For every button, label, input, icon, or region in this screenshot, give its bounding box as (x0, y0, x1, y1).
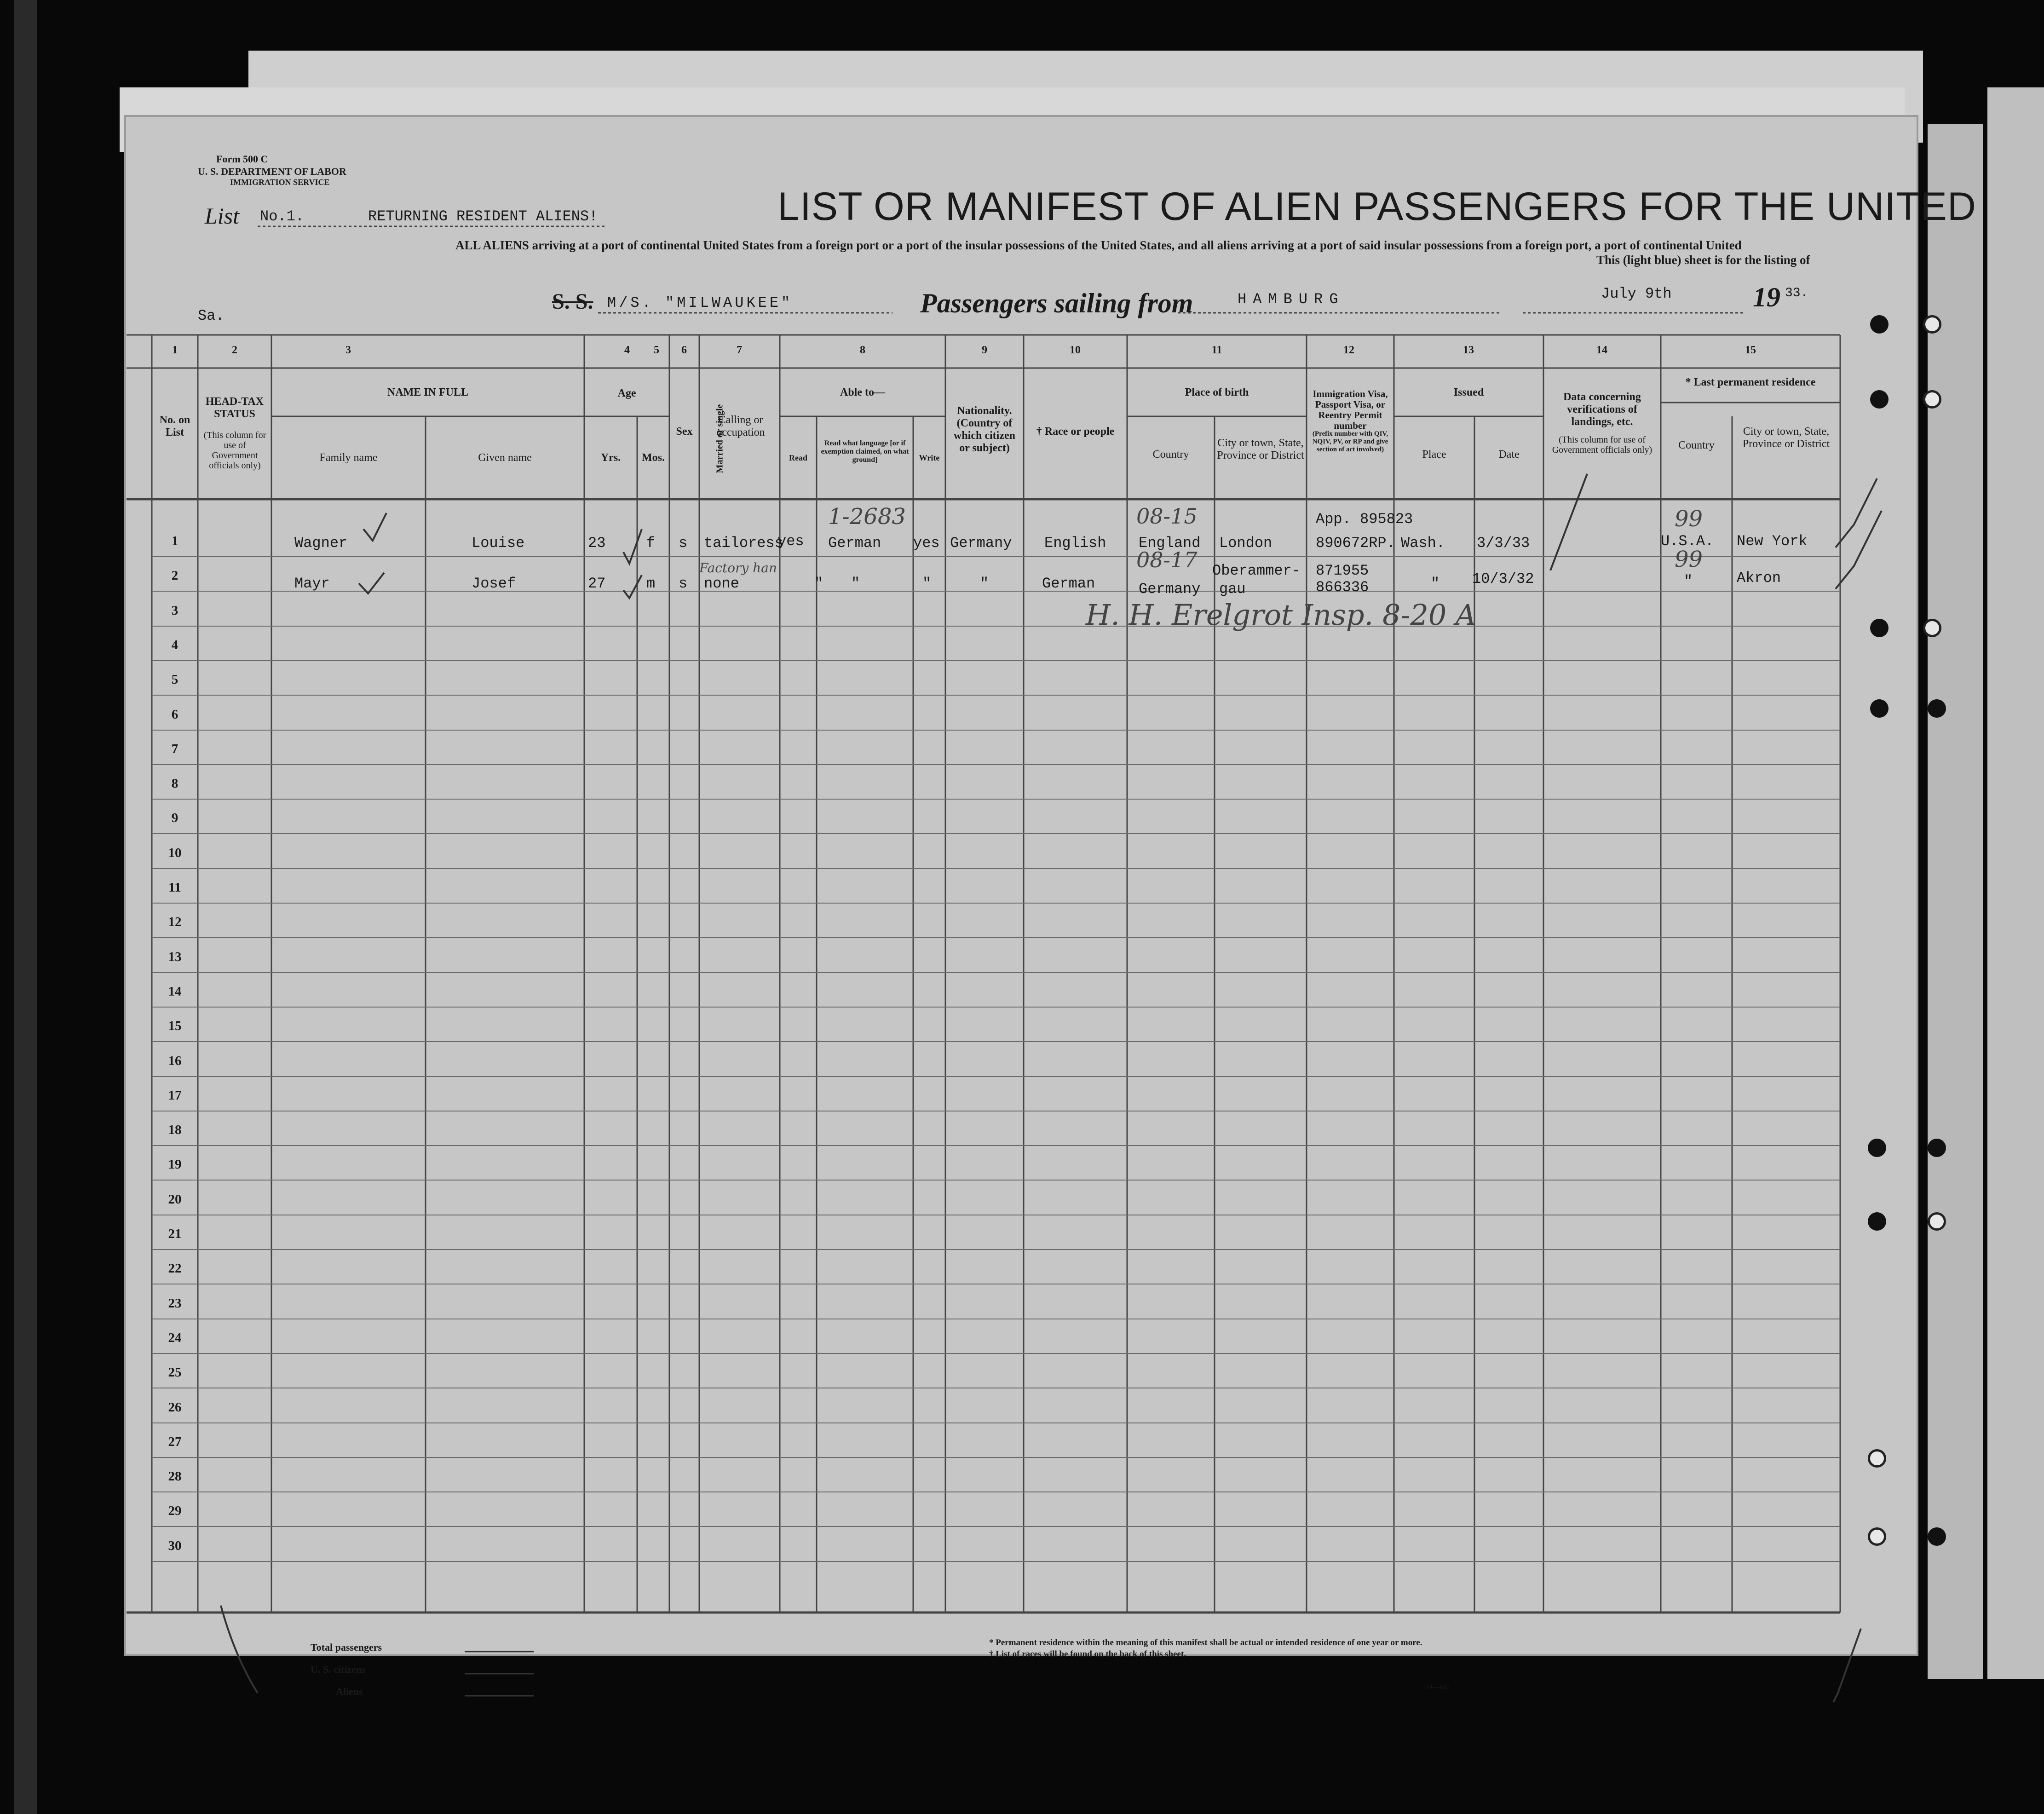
hdr-head-tax: HEAD-TAX STATUS (205, 396, 264, 420)
manifest-title: LIST OR MANIFEST OF ALIEN PASSENGERS FOR THE UNITED (777, 184, 1977, 229)
cell-family: Wagner (294, 535, 348, 552)
list-type: RETURNING RESIDENT ALIENS! (368, 208, 598, 225)
hdr-lr-city: City or town, State, Province or District (1742, 426, 1830, 450)
hdr-given-name: Given name (478, 452, 532, 464)
column-number: 15 (1745, 344, 1756, 356)
cell-visa: 871955 (1316, 562, 1369, 579)
cell-calling: none (704, 575, 739, 592)
handwritten-99-a: 99 (1675, 506, 1703, 532)
cell-race: English (1044, 535, 1106, 552)
column-number: 14 (1596, 344, 1607, 356)
cell-lr-city: New York (1737, 533, 1808, 550)
list-number: No.1. (260, 208, 305, 225)
row-number: 17 (168, 1088, 182, 1103)
manifest-subtitle-1: ALL ALIENS arriving at a port of continental United States from a foreign port or a port of the insular possessions of the United States, and all aliens arriving at a port of said insular possessions from a foreign port, a port of continental United (455, 238, 1742, 252)
hdr-read-lang: Read what language [or if exemption claimed, on what ground] (821, 439, 909, 464)
cell-given: Louise (472, 535, 525, 552)
footer-note-residence: * Permanent residence within the meaning of this manifest shall be actual or intended residence of one year or more. (989, 1638, 1422, 1647)
column-number: 12 (1343, 344, 1354, 356)
hdr-calling: Calling or occupation (716, 414, 765, 438)
hdr-lr-country: Country (1678, 439, 1715, 451)
row-number: 21 (168, 1227, 182, 1241)
row-number: 4 (171, 638, 178, 652)
cell-lr-city: Akron (1737, 570, 1781, 587)
sailing-date: July 9th (1601, 285, 1672, 302)
footer-us-citizens: U. S. citizens (311, 1664, 366, 1675)
hdr-read: Read (789, 453, 807, 462)
row-number: 2 (171, 568, 178, 583)
hdr-sex: Sex (676, 426, 693, 438)
column-number: 2 (232, 344, 237, 356)
row-number: 18 (168, 1123, 182, 1137)
hdr-place-of-birth: Place of birth (1185, 386, 1249, 398)
row-number: 13 (168, 950, 182, 964)
hdr-verif-note: (This column for use of Government officials only) (1552, 435, 1652, 455)
footer-total-passengers: Total passengers (311, 1641, 382, 1653)
department: U. S. DEPARTMENT OF LABOR (198, 166, 346, 177)
cell-yrs: 23 (588, 535, 606, 552)
row-number: 29 (168, 1503, 182, 1518)
cell-race: German (1042, 575, 1095, 592)
hdr-issued: Issued (1453, 386, 1484, 398)
footer-aliens: Aliens (336, 1686, 363, 1697)
hdr-visa: Immigration Visa, Passport Visa, or Reentry Permit number (1313, 388, 1388, 431)
service: IMMIGRATION SERVICE (230, 178, 330, 187)
cell-sex: f (646, 535, 656, 552)
row-number: 19 (168, 1157, 182, 1172)
column-number: 8 (860, 344, 865, 356)
ss-label: S. S. (552, 289, 593, 314)
hdr-married: Married or single (714, 404, 725, 473)
cell-given: Josef (472, 575, 516, 592)
sailing-label: Passengers sailing from (920, 288, 1193, 318)
handwritten-code-2: 08-15 (1136, 504, 1198, 529)
handwritten-99-b: 99 (1675, 547, 1703, 572)
cell-lr-country: U.S.A. (1661, 533, 1714, 550)
hdr-age: Age (617, 387, 636, 399)
row-number: 25 (168, 1365, 182, 1380)
cell-write: yes (913, 535, 940, 552)
year-suffix: 33. (1785, 286, 1808, 300)
cell-read: yes (777, 533, 804, 550)
cell-write: " (922, 575, 932, 592)
row-number: 26 (168, 1400, 182, 1415)
sa-mark: Sa. (198, 307, 225, 324)
cell-language: German (828, 535, 881, 552)
row-number: 9 (171, 811, 178, 825)
cell-sex: m (646, 575, 656, 592)
inspector-signature: H. H. Erelgrot Insp. 8-20 A (1086, 598, 1476, 632)
handwritten-factory: Factory han (699, 560, 777, 576)
hdr-able-to: Able to— (840, 386, 885, 398)
cell-issued-date: 10/3/32 (1472, 570, 1534, 587)
cell-pob-city: London (1219, 535, 1272, 552)
hdr-pob-city: City or town, State, Province or District (1217, 437, 1304, 461)
cell-pob-city-cont: gau (1219, 581, 1246, 598)
column-number: 11 (1211, 344, 1222, 356)
hdr-visa-note: (Prefix number with QIV, NQIV, PV, or RP and give section of act involved) (1312, 430, 1388, 453)
hdr-verifications: Data concerning verifications of landings, etc. (1563, 391, 1641, 428)
row-number: 7 (171, 742, 178, 756)
cell-nationality: " (980, 575, 989, 592)
row-number: 1 (171, 534, 178, 548)
row-number: 6 (171, 707, 178, 722)
row-number: 10 (168, 846, 182, 860)
footer-form-code: 14—430 (1426, 1684, 1449, 1691)
handwritten-code-1: 1-2683 (828, 504, 906, 530)
hdr-yrs: Yrs. (600, 452, 621, 464)
hdr-family-name: Family name (319, 452, 378, 464)
column-number: 7 (737, 344, 742, 356)
hdr-mos: Mos. (642, 452, 665, 464)
cell-family: Mayr (294, 575, 330, 592)
row-number: 12 (168, 915, 182, 929)
row-number: 30 (168, 1538, 182, 1553)
form-number: Form 500 C (216, 153, 268, 165)
cell-calling: tailoress (704, 535, 783, 552)
hdr-write: Write (919, 453, 940, 462)
column-number: 6 (681, 344, 687, 356)
hdr-last-residence: * Last permanent residence (1685, 376, 1816, 388)
row-number: 5 (171, 672, 178, 687)
cell-visa: 890672RP. (1316, 535, 1395, 552)
row-number: 24 (168, 1330, 182, 1345)
cell-yrs: 27 (588, 575, 606, 592)
row-number: 28 (168, 1469, 182, 1484)
row-number: 3 (171, 603, 178, 618)
row-number: 27 (168, 1434, 182, 1449)
cell-pob-country: England (1139, 535, 1201, 552)
cell-pob-city: Oberammer- (1212, 562, 1301, 579)
cell-read: " (814, 575, 823, 592)
cell-issued-date: 3/3/33 (1477, 535, 1530, 552)
list-label: List (205, 203, 240, 229)
manifest-subtitle-2: This (light blue) sheet is for the listing of (1596, 253, 1810, 267)
hdr-issued-place: Place (1422, 449, 1446, 461)
cell-issued-place: Wash. (1401, 535, 1445, 552)
cell-language: " (851, 575, 860, 592)
column-number: 9 (982, 344, 987, 356)
year-prefix: 19 (1753, 282, 1780, 312)
cell-visa-cont: 866336 (1316, 579, 1369, 596)
departure-port: HAMBURG (1238, 291, 1345, 308)
hdr-name-in-full: NAME IN FULL (387, 386, 468, 398)
handwritten-code-3: 08-17 (1136, 547, 1198, 572)
column-number: 5 (654, 344, 659, 356)
row-number: 16 (168, 1054, 182, 1068)
row-number: 8 (171, 776, 178, 791)
cell-pob-country: Germany (1139, 581, 1201, 598)
application-number: App. 895823 (1316, 511, 1413, 528)
hdr-no-on-list: No. on List (159, 414, 190, 438)
cell-lr-country: " (1684, 573, 1693, 590)
hdr-issued-date: Date (1498, 449, 1520, 461)
column-number: 13 (1463, 344, 1474, 356)
column-number: 4 (624, 344, 630, 356)
row-number: 11 (168, 880, 181, 895)
hdr-race: † Race or people (1036, 426, 1115, 438)
column-number: 10 (1070, 344, 1081, 356)
cell-married: s (679, 535, 688, 552)
hdr-pob-country: Country (1152, 449, 1189, 461)
column-number: 3 (345, 344, 351, 356)
hdr-head-tax-note: (This column for use of Government officials only) (203, 430, 266, 471)
ship-name: M/S. "MILWAUKEE" (607, 294, 793, 311)
cell-married: s (679, 575, 688, 592)
row-number: 22 (168, 1261, 182, 1276)
cell-nationality: Germany (950, 535, 1012, 552)
footer-note-races: † List of races will be found on the back of this sheet. (989, 1649, 1186, 1659)
row-number: 14 (168, 984, 182, 999)
cell-issued-place: " (1431, 575, 1440, 592)
hdr-nationality: Nationality. (Country of which citizen or subject) (954, 405, 1015, 454)
row-number: 20 (168, 1192, 182, 1207)
row-number: 15 (168, 1019, 182, 1033)
row-number: 23 (168, 1296, 182, 1311)
column-number: 1 (172, 344, 178, 356)
